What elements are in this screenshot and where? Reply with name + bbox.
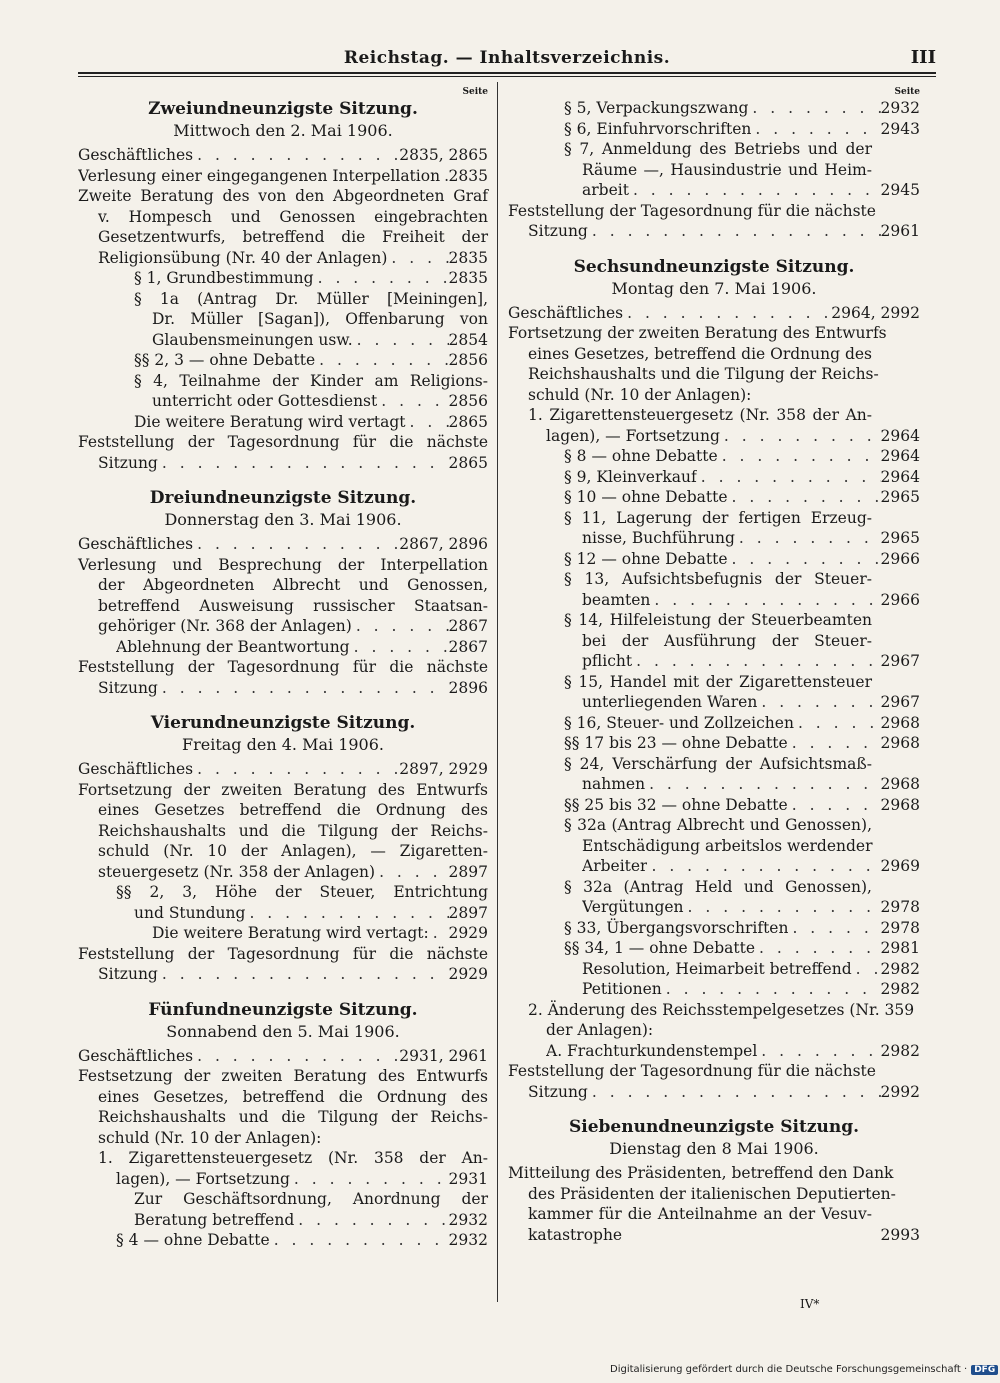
- session-date: Dienstag den 8 Mai 1906.: [609, 1139, 819, 1158]
- toc-entry: Sitzung . . . 2929: [78, 964, 488, 985]
- session-title: Sechsundneunzigste Sitzung.: [573, 256, 855, 277]
- toc-entry: bei der Ausführung der Steuer-: [582, 631, 872, 650]
- toc-entry: katastrophe 2993: [528, 1225, 920, 1244]
- toc-entry: § 13, Aufsichtsbefugnis der Steuer-: [564, 570, 872, 588]
- dfg-logo: DFG: [971, 1365, 998, 1375]
- toc-entry: Sitzung . . . 2961: [508, 221, 920, 242]
- toc-entry: Mitteilung des Präsidenten, betreffend den Dank: [508, 1164, 894, 1182]
- toc-entry: Geschäftliches . . . 2964, 2992: [508, 303, 920, 324]
- toc-entry: Feststellung der Tagesordnung für die nächste: [508, 201, 876, 220]
- toc-entry: § 4, Teilnahme der Kinder am Religions-: [134, 371, 488, 390]
- toc-entry: Gesetzentwurfs, betreffend die Freiheit der: [98, 228, 488, 246]
- toc-entry: § 5, Verpackungszwang . . . 2932: [508, 98, 920, 119]
- header-rule: [78, 72, 936, 74]
- toc-entry: nisse, Buchführung . . . 2965: [508, 528, 920, 549]
- toc-entry: eines Gesetzes, betreffend die Ordnung des: [98, 1087, 488, 1106]
- running-header: [78, 44, 936, 74]
- right-column: [508, 86, 920, 1245]
- toc-entry: pflicht . . . 2967: [508, 651, 920, 672]
- toc-entry: §§ 25 bis 32 — ohne Debatte . . . 2968: [508, 795, 920, 816]
- toc-entry: § 8 — ohne Debatte . . . 2964: [508, 446, 920, 467]
- page-number: III: [910, 47, 936, 68]
- toc-entry: § 10 — ohne Debatte . . . 2965: [508, 487, 920, 508]
- session-date: Freitag den 4. Mai 1906.: [181, 735, 384, 754]
- toc-entry: Die weitere Beratung wird vertagt: . . . 2929: [78, 923, 488, 944]
- toc-entry: Religionsübung (Nr. 40 der Anlagen) . . . 2835: [78, 248, 488, 269]
- toc-entry: schuld (Nr. 10 der Anlagen):: [98, 1128, 322, 1147]
- toc-entry: Geschäftliches . . . 2835, 2865: [78, 145, 488, 166]
- toc-entry: Dr. Müller [Sagan]), Offenbarung von: [152, 310, 488, 328]
- toc-entry: lagen), — Fortsetzung . . . 2964: [508, 426, 920, 447]
- toc-entry: 1. Zigarettensteuergesetz (Nr. 358 der An-: [528, 406, 872, 424]
- toc-entry: unterliegenden Waren . . . 2967: [508, 692, 920, 713]
- toc-entry: § 1a (Antrag Dr. Müller [Meiningen],: [134, 289, 488, 308]
- toc-entry: § 15, Handel mit der Zigarettensteuer: [564, 672, 872, 691]
- column-divider: [497, 82, 498, 1302]
- toc-entry: § 9, Kleinverkauf . . . 2964: [508, 467, 920, 488]
- session-date: Mittwoch den 2. Mai 1906.: [173, 121, 393, 140]
- toc-entry: nahmen . . . 2968: [508, 774, 920, 795]
- toc-entry: arbeit . . . 2945: [508, 180, 920, 201]
- toc-entry: 2. Änderung des Reichsstempelgesetzes (Nr. 359: [528, 1000, 915, 1019]
- toc-entry: Entschädigung arbeitslos werdender: [582, 836, 873, 855]
- toc-entry: Feststellung der Tagesordnung für die nächste: [78, 658, 488, 676]
- toc-entry: §§ 34, 1 — ohne Debatte . . . 2981: [508, 938, 920, 959]
- session-title: Fünfundneunzigste Sitzung.: [148, 999, 418, 1020]
- toc-entry: Festsetzung der zweiten Beratung des Entwurfs: [78, 1067, 488, 1085]
- toc-entry: des Präsidenten der italienischen Deputierten-: [528, 1184, 896, 1203]
- toc-entry: § 33, Übergangsvorschriften . . . 2978: [508, 918, 920, 939]
- toc-entry: Reichshaushalts und die Tilgung der Reichs-: [528, 365, 879, 383]
- toc-entry: § 4 — ohne Debatte . . . 2932: [78, 1230, 488, 1251]
- toc-entry: Sitzung . . . 2992: [508, 1082, 920, 1103]
- session-title: Dreiundneunzigste Sitzung.: [149, 488, 417, 508]
- toc-entry: §§ 2, 3, Höhe der Steuer, Entrichtung: [116, 883, 488, 901]
- session-date: Donnerstag den 3. Mai 1906.: [164, 510, 402, 529]
- toc-entry: § 11, Lagerung der fertigen Erzeug-: [564, 508, 872, 527]
- toc-entry: Ablehnung der Beantwortung . . . 2867: [78, 637, 488, 658]
- toc-entry: Geschäftliches . . . 2897, 2929: [78, 759, 488, 780]
- toc-entry: Vergütungen . . . 2978: [508, 897, 920, 918]
- footer-credit: [610, 1364, 998, 1375]
- toc-entry: Zweite Beratung des von den Abgeordneten Graf: [78, 187, 488, 205]
- toc-entry: der Abgeordneten Albrecht und Genossen,: [98, 576, 488, 594]
- signature-mark: IV*: [800, 1297, 820, 1311]
- seite-label: Seite: [894, 87, 920, 97]
- toc-entry: Feststellung der Tagesordnung für die nächste: [78, 944, 488, 963]
- toc-entry: § 32a (Antrag Held und Genossen),: [564, 877, 872, 896]
- toc-entry: 1. Zigarettensteuergesetz (Nr. 358 der An-: [98, 1149, 488, 1167]
- toc-entry: Feststellung der Tagesordnung für die nächste: [508, 1062, 876, 1080]
- toc-entry: Fortsetzung der zweiten Beratung des Entwurfs: [508, 324, 887, 342]
- toc-entry: eines Gesetzes, betreffend die Ordnung des: [528, 344, 873, 363]
- toc-entry: schuld (Nr. 10 der Anlagen), — Zigaretten-: [98, 842, 488, 860]
- footer-text: Digitalisierung gefördert durch die Deutsche Forschungsgemeinschaft ·: [610, 1364, 968, 1375]
- toc-entry: Reichshaushalts und die Tilgung der Reichs-: [98, 1108, 488, 1126]
- toc-entry: § 32a (Antrag Albrecht und Genossen),: [564, 816, 872, 834]
- seite-label: Seite: [462, 87, 488, 97]
- toc-entry: § 7, Anmeldung des Betriebs und der: [564, 140, 872, 158]
- toc-entry: steuergesetz (Nr. 358 der Anlagen) . . . 2897: [78, 862, 488, 883]
- session-date: Sonnabend den 5. Mai 1906.: [166, 1021, 400, 1041]
- toc-entry: Räume —, Hausindustrie und Heim-: [582, 160, 872, 179]
- toc-entry: § 16, Steuer- und Zollzeichen . . . 2968: [508, 713, 920, 734]
- toc-entry: § 1, Grundbestimmung . . . 2835: [78, 268, 488, 289]
- session-date: Montag den 7. Mai 1906.: [611, 278, 817, 298]
- session-title: Siebenundneunzigste Sitzung.: [568, 1117, 860, 1137]
- left-column: [78, 86, 488, 1251]
- toc-entry: der Anlagen):: [546, 1021, 654, 1039]
- toc-entry: unterricht oder Gottesdienst . . . 2856: [78, 391, 488, 412]
- toc-entry: lagen), — Fortsetzung . . . 2931: [78, 1169, 488, 1190]
- toc-entry: Arbeiter . . . 2969: [508, 856, 920, 877]
- toc-entry: § 12 — ohne Debatte . . . 2966: [508, 549, 920, 570]
- session-title: Zweiundneunzigste Sitzung.: [148, 99, 418, 119]
- toc-entry: v. Hompesch und Genossen eingebrachten: [98, 207, 488, 226]
- toc-entry: Petitionen . . . 2982: [508, 979, 920, 1000]
- toc-entry: § 24, Verschärfung der Aufsichtsmaß-: [564, 754, 872, 773]
- header-title: Reichstag. — Inhaltsverzeichnis.: [343, 48, 671, 68]
- toc-entry: und Stundung . . . 2897: [78, 903, 488, 924]
- toc-entry: Beratung betreffend . . . 2932: [78, 1210, 488, 1231]
- toc-entry: schuld (Nr. 10 der Anlagen):: [528, 385, 752, 404]
- toc-entry: A. Frachturkundenstempel . . . 2982: [508, 1041, 920, 1062]
- toc-entry: beamten . . . 2966: [508, 590, 920, 611]
- session-title: Vierundneunzigste Sitzung.: [150, 713, 416, 733]
- toc-entry: Verlesung einer eingegangenen Interpellation . . . 2835: [78, 166, 488, 187]
- toc-entry: Geschäftliches . . . 2867, 2896: [78, 534, 488, 555]
- toc-entry: Zur Geschäftsordnung, Anordnung der: [134, 1190, 488, 1208]
- toc-entry: Glaubensmeinungen usw. . . . 2854: [78, 330, 488, 351]
- toc-entry: Die weitere Beratung wird vertagt . . . 2865: [78, 412, 488, 433]
- toc-entry: § 14, Hilfeleistung der Steuerbeamten: [564, 611, 872, 629]
- toc-entry: Reichshaushalts und die Tilgung der Reichs-: [98, 821, 488, 840]
- toc-entry: Fortsetzung der zweiten Beratung des Entwurfs: [78, 780, 488, 799]
- toc-entry: betreffend Ausweisung russischer Staatsan-: [98, 596, 488, 615]
- toc-entry: gehöriger (Nr. 368 der Anlagen) . . . 2867: [78, 616, 488, 637]
- toc-entry: Feststellung der Tagesordnung für die nächste: [78, 433, 488, 451]
- toc-entry: §§ 2, 3 — ohne Debatte . . . 2856: [78, 350, 488, 371]
- toc-entry: eines Gesetzes betreffend die Ordnung des: [98, 801, 488, 819]
- header-rule-thin: [78, 76, 936, 77]
- toc-entry: Sitzung . . . 2865: [78, 453, 488, 474]
- toc-entry: Verlesung und Besprechung der Interpellation: [78, 555, 488, 574]
- toc-entry: Resolution, Heimarbeit betreffend . . . 2982: [508, 959, 920, 980]
- toc-entry: § 6, Einfuhrvorschriften . . . 2943: [508, 119, 920, 140]
- toc-entry: Geschäftliches . . . 2931, 2961: [78, 1046, 488, 1067]
- toc-entry: kammer für die Anteilnahme an der Vesuv-: [528, 1205, 872, 1223]
- toc-entry: Sitzung . . . 2896: [78, 678, 488, 699]
- toc-entry: §§ 17 bis 23 — ohne Debatte . . . 2968: [508, 733, 920, 754]
